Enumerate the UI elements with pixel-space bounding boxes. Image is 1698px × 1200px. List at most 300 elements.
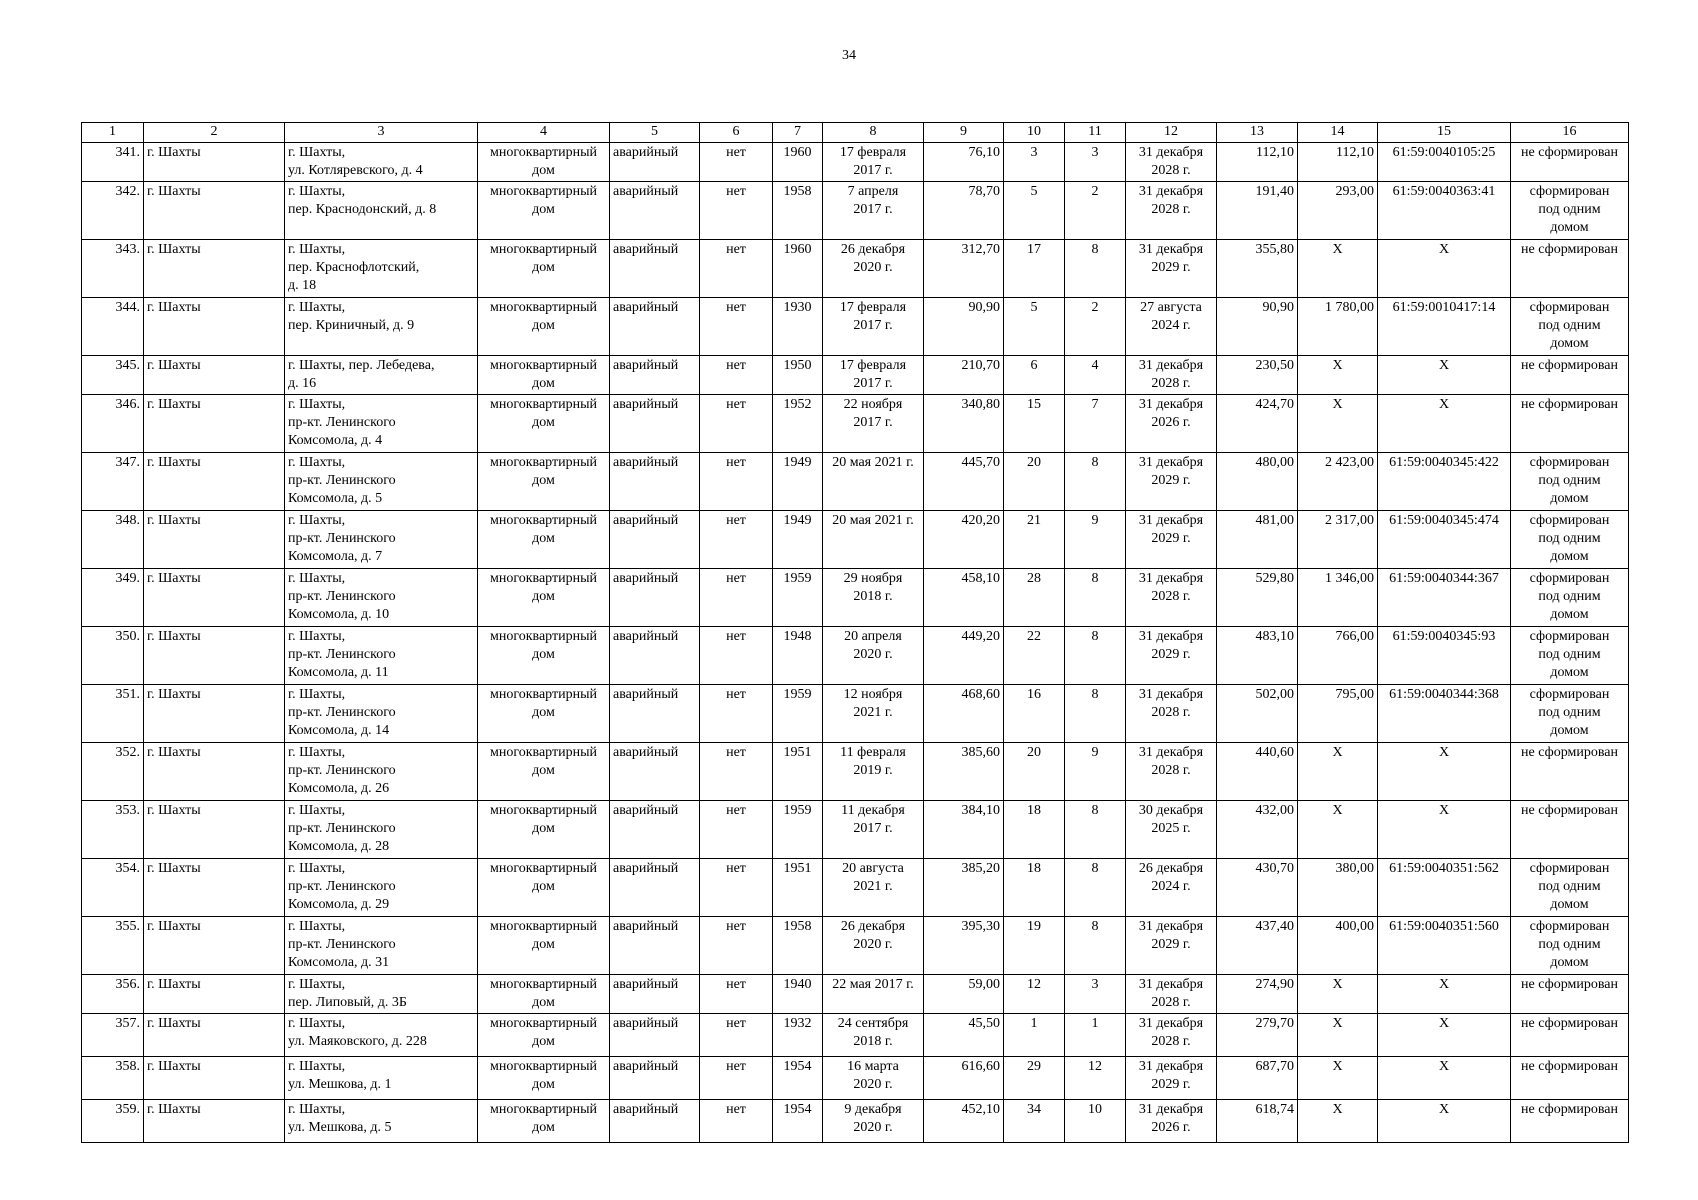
column-header: 2 [144,123,285,143]
recognition-date-cell [823,685,924,743]
building-type-cell-line: дом [532,937,555,952]
year-cell: 1959 [773,569,823,627]
deadline-cell-line: 2028 г. [1151,589,1191,604]
table-row [82,395,1629,453]
address-cell-line: г. Шахты, [288,242,346,257]
column-11-cell: 8 [1065,453,1126,511]
area-cell: 452,10 [924,1100,1004,1143]
land-status-cell-line: не сформирован [1521,977,1618,992]
address-cell-line: г. Шахты, [288,687,346,702]
table-row [82,917,1629,975]
column-10-cell: 20 [1004,453,1065,511]
flag-cell: нет [700,511,773,569]
deadline-cell [1126,453,1217,511]
building-type-cell [478,569,610,627]
building-type-cell [478,511,610,569]
table-row [82,511,1629,569]
row-number-cell: 354. [82,859,144,917]
deadline-cell [1126,240,1217,298]
land-status-cell-line: домом [1550,607,1589,622]
land-area-cell: Х [1298,356,1378,395]
building-type-cell-line: дом [532,473,555,488]
deadline-cell [1126,356,1217,395]
land-area-cell: 1 780,00 [1298,298,1378,356]
land-status-cell [1511,1057,1629,1100]
land-status-cell [1511,1100,1629,1143]
recognition-date-cell-line: 20 августа [842,861,904,876]
land-status-cell [1511,356,1629,395]
land-status-cell-line: домом [1550,336,1589,351]
cadastral-number-cell: Х [1378,1014,1511,1057]
column-11-cell: 9 [1065,743,1126,801]
address-cell [285,685,478,743]
column-10-cell: 19 [1004,917,1065,975]
address-cell-line: г. Шахты, [288,455,346,470]
deadline-cell-line: 30 декабря [1138,803,1204,818]
year-cell: 1959 [773,801,823,859]
area-cell: 312,70 [924,240,1004,298]
recognition-date-cell-line: 22 мая 2017 г. [832,977,914,992]
recognition-date-cell-line: 2021 г. [853,705,893,720]
land-status-cell-line: не сформирован [1521,803,1618,818]
row-number-cell: 341. [82,143,144,182]
condition-cell: аварийный [610,240,700,298]
address-cell-line: Комсомола, д. 31 [288,955,390,970]
recognition-date-cell-line: 2018 г. [853,589,893,604]
year-cell: 1948 [773,627,823,685]
deadline-cell [1126,511,1217,569]
cadastral-number-cell: Х [1378,395,1511,453]
building-type-cell [478,298,610,356]
row-number-cell: 356. [82,975,144,1014]
land-status-cell [1511,182,1629,240]
year-cell: 1960 [773,143,823,182]
address-cell [285,143,478,182]
cadastral-number-cell: Х [1378,1100,1511,1143]
deadline-cell-line: 2025 г. [1151,821,1191,836]
land-area-cell: 1 346,00 [1298,569,1378,627]
address-cell [285,801,478,859]
building-type-cell-line: дом [532,318,555,333]
deadline-cell-line: 2028 г. [1151,1034,1191,1049]
recognition-date-cell [823,627,924,685]
city-cell: г. Шахты [144,569,285,627]
land-status-cell-line: сформирован [1529,861,1610,876]
table-row [82,975,1629,1014]
row-number-cell: 357. [82,1014,144,1057]
area-cell: 468,60 [924,685,1004,743]
address-cell-line: пр-кт. Ленинского [288,937,396,952]
building-type-cell-line: многоквартирный [489,1016,597,1031]
land-status-cell-line: сформирован [1529,629,1610,644]
area-cell: 59,00 [924,975,1004,1014]
city-cell: г. Шахты [144,395,285,453]
column-header: 7 [773,123,823,143]
area-cell: 395,30 [924,917,1004,975]
land-status-cell [1511,917,1629,975]
land-area-cell: Х [1298,743,1378,801]
column-10-cell: 6 [1004,356,1065,395]
deadline-cell-line: 2029 г. [1151,260,1191,275]
deadline-cell-line: 31 декабря [1138,397,1204,412]
column-10-cell: 34 [1004,1100,1065,1143]
flag-cell: нет [700,182,773,240]
column-10-cell: 18 [1004,801,1065,859]
condition-cell: аварийный [610,356,700,395]
area-cell: 90,90 [924,298,1004,356]
column-13-cell: 432,00 [1217,801,1298,859]
column-header: 15 [1378,123,1511,143]
recognition-date-cell-line: 22 ноября [843,397,903,412]
land-status-cell-line: не сформирован [1521,1059,1618,1074]
city-cell: г. Шахты [144,356,285,395]
land-status-cell [1511,298,1629,356]
cadastral-number-cell: Х [1378,240,1511,298]
area-cell: 445,70 [924,453,1004,511]
land-status-cell-line: не сформирован [1521,1102,1618,1117]
land-status-cell [1511,975,1629,1014]
building-type-cell-line: многоквартирный [489,629,597,644]
deadline-cell-line: 31 декабря [1138,1102,1204,1117]
recognition-date-cell-line: 20 мая 2021 г. [832,513,914,528]
building-type-cell-line: многоквартирный [489,977,597,992]
building-type-cell-line: дом [532,647,555,662]
address-cell-line: ул. Мешкова, д. 1 [288,1077,392,1092]
row-number-cell: 349. [82,569,144,627]
column-11-cell: 8 [1065,240,1126,298]
recognition-date-cell-line: 2019 г. [853,763,893,778]
land-status-cell-line: под одним [1538,647,1601,662]
building-type-cell [478,743,610,801]
building-type-cell-line: дом [532,1034,555,1049]
address-cell-line: Комсомола, д. 7 [288,549,383,564]
column-13-cell: 440,60 [1217,743,1298,801]
recognition-date-cell [823,395,924,453]
row-number-cell: 358. [82,1057,144,1100]
address-cell-line: пр-кт. Ленинского [288,763,396,778]
row-number-cell: 343. [82,240,144,298]
cadastral-number-cell: Х [1378,801,1511,859]
flag-cell: нет [700,685,773,743]
cadastral-number-cell: Х [1378,975,1511,1014]
column-11-cell: 8 [1065,569,1126,627]
address-cell-line: Комсомола, д. 10 [288,607,390,622]
column-13-cell: 529,80 [1217,569,1298,627]
column-10-cell: 5 [1004,298,1065,356]
land-status-cell [1511,685,1629,743]
recognition-date-cell [823,569,924,627]
land-status-cell [1511,1014,1629,1057]
deadline-cell-line: 31 декабря [1138,145,1204,160]
column-header: 12 [1126,123,1217,143]
flag-cell: нет [700,240,773,298]
building-type-cell [478,182,610,240]
row-number-cell: 344. [82,298,144,356]
building-type-cell [478,975,610,1014]
building-type-cell-line: дом [532,415,555,430]
address-cell [285,917,478,975]
column-11-cell: 4 [1065,356,1126,395]
deadline-cell-line: 2029 г. [1151,647,1191,662]
deadline-cell [1126,569,1217,627]
deadline-cell-line: 31 декабря [1138,1016,1204,1031]
building-type-cell-line: дом [532,705,555,720]
column-13-cell: 90,90 [1217,298,1298,356]
building-type-cell-line: дом [532,1077,555,1092]
land-status-cell-line: под одним [1538,531,1601,546]
column-header: 14 [1298,123,1378,143]
column-11-cell: 1 [1065,1014,1126,1057]
column-header: 1 [82,123,144,143]
address-cell-line: пр-кт. Ленинского [288,473,396,488]
building-type-cell-line: многоквартирный [489,455,597,470]
address-cell-line: пер. Краснофлотский, [288,260,420,275]
column-11-cell: 3 [1065,143,1126,182]
column-11-cell: 12 [1065,1057,1126,1100]
building-type-cell-line: многоквартирный [489,145,597,160]
table-row [82,182,1629,240]
building-type-cell-line: многоквартирный [489,861,597,876]
recognition-date-cell-line: 9 декабря [844,1102,902,1117]
deadline-cell-line: 31 декабря [1138,571,1204,586]
column-13-cell: 274,90 [1217,975,1298,1014]
deadline-cell-line: 2029 г. [1151,937,1191,952]
deadline-cell [1126,1014,1217,1057]
table-row [82,298,1629,356]
building-type-cell-line: многоквартирный [489,242,597,257]
land-status-cell [1511,859,1629,917]
area-cell: 420,20 [924,511,1004,569]
address-cell-line: ул. Мешкова, д. 5 [288,1120,392,1135]
recognition-date-cell [823,240,924,298]
column-11-cell: 8 [1065,685,1126,743]
column-11-cell: 8 [1065,801,1126,859]
cadastral-number-cell: 61:59:0040345:93 [1378,627,1511,685]
city-cell: г. Шахты [144,298,285,356]
cadastral-number-cell: Х [1378,743,1511,801]
address-cell-line: г. Шахты, [288,571,346,586]
column-10-cell: 17 [1004,240,1065,298]
building-type-cell-line: дом [532,531,555,546]
column-11-cell: 2 [1065,298,1126,356]
area-cell: 616,60 [924,1057,1004,1100]
column-header: 11 [1065,123,1126,143]
address-cell [285,453,478,511]
recognition-date-cell [823,1057,924,1100]
recognition-date-cell [823,298,924,356]
building-type-cell [478,1014,610,1057]
land-status-cell-line: не сформирован [1521,397,1618,412]
land-status-cell [1511,240,1629,298]
deadline-cell-line: 31 декабря [1138,242,1204,257]
address-cell-line: г. Шахты, [288,145,346,160]
land-status-cell-line: под одним [1538,705,1601,720]
column-header: 10 [1004,123,1065,143]
land-area-cell: Х [1298,801,1378,859]
recognition-date-cell [823,1014,924,1057]
deadline-cell-line: 31 декабря [1138,455,1204,470]
address-cell-line: Комсомола, д. 4 [288,433,383,448]
deadline-cell-line: 31 декабря [1138,358,1204,373]
recognition-date-cell [823,975,924,1014]
table-row [82,743,1629,801]
deadline-cell-line: 2024 г. [1151,879,1191,894]
address-cell-line: г. Шахты, [288,184,346,199]
building-type-cell [478,143,610,182]
building-type-cell-line: многоквартирный [489,300,597,315]
land-status-cell-line: под одним [1538,318,1601,333]
address-cell [285,356,478,395]
recognition-date-cell [823,917,924,975]
deadline-cell-line: 31 декабря [1138,687,1204,702]
year-cell: 1958 [773,182,823,240]
condition-cell: аварийный [610,511,700,569]
land-status-cell-line: не сформирован [1521,745,1618,760]
recognition-date-cell-line: 16 марта [847,1059,899,1074]
building-type-cell [478,801,610,859]
condition-cell: аварийный [610,298,700,356]
building-type-cell-line: многоквартирный [489,513,597,528]
recognition-date-cell-line: 2021 г. [853,879,893,894]
area-cell: 449,20 [924,627,1004,685]
table-row [82,685,1629,743]
address-cell [285,1057,478,1100]
address-cell-line: пер. Краснодонский, д. 8 [288,202,437,217]
deadline-cell-line: 2026 г. [1151,1120,1191,1135]
condition-cell: аварийный [610,801,700,859]
recognition-date-cell-line: 2020 г. [853,1077,893,1092]
building-type-cell-line: дом [532,163,555,178]
table-row [82,1057,1629,1100]
area-cell: 384,10 [924,801,1004,859]
area-cell: 78,70 [924,182,1004,240]
address-cell [285,569,478,627]
cadastral-number-cell: 61:59:0010417:14 [1378,298,1511,356]
column-header: 5 [610,123,700,143]
deadline-cell-line: 2029 г. [1151,473,1191,488]
land-status-cell [1511,743,1629,801]
deadline-cell [1126,143,1217,182]
land-status-cell-line: домом [1550,723,1589,738]
land-status-cell-line: сформирован [1529,919,1610,934]
building-type-cell [478,356,610,395]
cadastral-number-cell: 61:59:0040363:41 [1378,182,1511,240]
flag-cell: нет [700,975,773,1014]
land-status-cell-line: сформирован [1529,300,1610,315]
deadline-cell-line: 31 декабря [1138,919,1204,934]
recognition-date-cell [823,182,924,240]
land-area-cell: 112,10 [1298,143,1378,182]
building-type-cell-line: дом [532,202,555,217]
address-cell-line: г. Шахты, [288,861,346,876]
area-cell: 45,50 [924,1014,1004,1057]
page-number: 34 [842,48,856,63]
address-cell [285,298,478,356]
land-area-cell: 795,00 [1298,685,1378,743]
row-number-cell: 342. [82,182,144,240]
column-header: 3 [285,123,478,143]
column-10-cell: 16 [1004,685,1065,743]
condition-cell: аварийный [610,453,700,511]
table-row [82,356,1629,395]
land-status-cell-line: под одним [1538,937,1601,952]
land-status-cell-line: не сформирован [1521,145,1618,160]
recognition-date-cell [823,511,924,569]
land-status-cell [1511,511,1629,569]
column-13-cell: 355,80 [1217,240,1298,298]
building-type-cell-line: многоквартирный [489,919,597,934]
address-cell-line: г. Шахты, [288,629,346,644]
deadline-cell-line: 2029 г. [1151,531,1191,546]
recognition-date-cell [823,859,924,917]
building-type-cell-line: многоквартирный [489,803,597,818]
deadline-cell [1126,975,1217,1014]
row-number-cell: 359. [82,1100,144,1143]
building-type-cell-line: многоквартирный [489,1102,597,1117]
land-area-cell: 2 317,00 [1298,511,1378,569]
deadline-cell [1126,1100,1217,1143]
land-status-cell-line: сформирован [1529,687,1610,702]
city-cell: г. Шахты [144,182,285,240]
table-row [82,859,1629,917]
column-11-cell: 8 [1065,859,1126,917]
column-10-cell: 21 [1004,511,1065,569]
cadastral-number-cell: 61:59:0040344:367 [1378,569,1511,627]
land-status-cell [1511,143,1629,182]
recognition-date-cell-line: 2020 г. [853,937,893,952]
recognition-date-cell-line: 26 декабря [840,242,906,257]
condition-cell: аварийный [610,859,700,917]
deadline-cell [1126,685,1217,743]
table-row [82,240,1629,298]
column-10-cell: 28 [1004,569,1065,627]
land-status-cell-line: не сформирован [1521,358,1618,373]
land-area-cell: 380,00 [1298,859,1378,917]
land-status-cell-line: домом [1550,955,1589,970]
deadline-cell [1126,395,1217,453]
condition-cell: аварийный [610,685,700,743]
address-cell-line: г. Шахты, [288,745,346,760]
recognition-date-cell [823,801,924,859]
column-header: 4 [478,123,610,143]
column-11-cell: 10 [1065,1100,1126,1143]
building-type-cell [478,395,610,453]
year-cell: 1954 [773,1100,823,1143]
recognition-date-cell-line: 2020 г. [853,260,893,275]
recognition-date-cell-line: 11 декабря [841,803,905,818]
column-13-cell: 230,50 [1217,356,1298,395]
city-cell: г. Шахты [144,143,285,182]
address-cell-line: г. Шахты, [288,513,346,528]
column-13-cell: 191,40 [1217,182,1298,240]
recognition-date-cell [823,356,924,395]
city-cell: г. Шахты [144,1014,285,1057]
deadline-cell-line: 31 декабря [1138,513,1204,528]
land-area-cell: 766,00 [1298,627,1378,685]
address-cell-line: ул. Маяковского, д. 228 [288,1034,427,1049]
recognition-date-cell-line: 20 мая 2021 г. [832,455,914,470]
column-10-cell: 20 [1004,743,1065,801]
address-cell-line: д. 16 [288,376,317,391]
deadline-cell-line: 2028 г. [1151,995,1191,1010]
cadastral-number-cell: 61:59:0040105:25 [1378,143,1511,182]
address-cell [285,627,478,685]
column-11-cell: 8 [1065,627,1126,685]
column-13-cell: 481,00 [1217,511,1298,569]
address-cell-line: д. 18 [288,278,317,293]
building-type-cell-line: дом [532,376,555,391]
city-cell: г. Шахты [144,801,285,859]
